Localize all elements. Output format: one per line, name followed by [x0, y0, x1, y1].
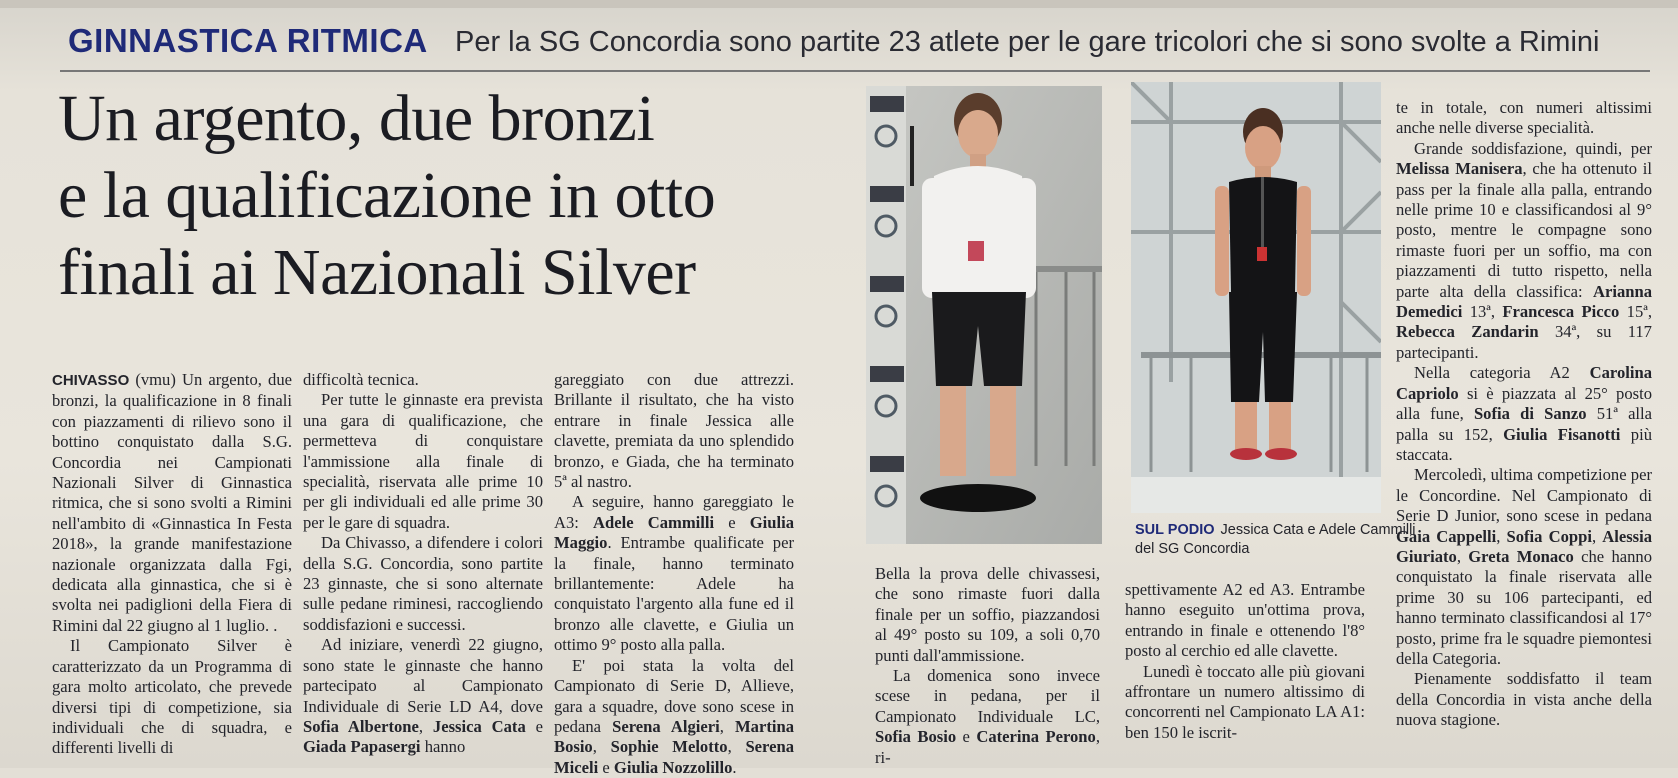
paragraph: [52, 370, 292, 636]
athlete-name: Giulia Maggio: [554, 512, 795, 553]
paragraph: Ad iniziare, venerdì 22 giugno, sono state le ginnaste che hanno partecipato al Campionato Individuale di Serie LD A4, dove Sofia Albertone, Jessica Cata e Giada Papasergi hanno: [303, 635, 543, 757]
paragraph: [1396, 139, 1652, 363]
body-text: Grande soddisfazione, quindi, per: [1414, 138, 1652, 158]
divider: [60, 70, 1650, 72]
section-kicker: GINNASTICA RITMICA: [68, 22, 428, 59]
body-text: più staccata.: [1396, 424, 1652, 464]
paragraph: Il Campionato Silver è caratterizzato da un Programma di gara molto articolato, che prevede diversi tipi di competizione, sia individuali che di squadra, e differenti livelli di: [52, 636, 292, 758]
photo-athlete-1: [866, 86, 1102, 544]
athlete-name: Rebecca Zandarin: [1396, 322, 1539, 342]
dateline: CHIVASSO: [52, 372, 130, 389]
article-column-6: [1396, 98, 1652, 731]
athlete-name: Giulia Fisanotti: [1503, 424, 1621, 444]
body-text: e: [962, 727, 970, 747]
body-text: Un argento, due bronzi, la qualificazione in 8 finali con piazzamenti di rilievo sono il bottino conquistato dalla S.G. Concordia nei Campionati Nazionali Silver di Ginnastica ritmica, che si sono svolti a Rimini nell'ambito di «Ginnastica In Festa 2018», la grande manifestazione nazionale organizzata dalla Fgi, dedicata alla ginnastica, che si è svolta nei padiglioni della Fiera di Rimini dal 22 giugno al 1 luglio. .: [52, 370, 292, 635]
athlete-name: Adele Cammilli: [593, 512, 715, 532]
ranking: 13ª,: [1469, 302, 1496, 322]
headline: [58, 80, 858, 311]
athlete-name: Francesca Picco: [1502, 302, 1620, 322]
top-strip: [0, 0, 1678, 8]
athlete-name: Serena Miceli: [554, 737, 795, 777]
paragraph: Bella la prova delle chivassesi, che sono rimaste fuori dalla finale per un soffio, piazzandosi al 49° posto su 109, a soli 0,70 punti dall'ammissione.: [875, 564, 1100, 665]
body-text: A seguire, hanno gareggiato le A3:: [554, 492, 794, 532]
athlete-name: Caterina Perono: [976, 727, 1096, 747]
athlete-name: Sofia Bosio: [875, 727, 957, 747]
caption-tag: SUL PODIO: [1135, 522, 1215, 538]
body-text: La domenica sono invece scese in pedana, per il Campionato Individuale LC,: [875, 666, 1100, 726]
athlete-name: Greta Monaco: [1468, 546, 1574, 566]
photo-caption: [1135, 521, 1435, 559]
headline-line-3: finali ai Nazionali Silver: [58, 236, 696, 309]
athlete-name: Carolina Capriolo: [1396, 363, 1652, 403]
body-text: , che ha ottenuto il pass per la finale alla palla, entrando nelle prime 10 e classificandosi al 9° posto, mentre le compagne sono rimaste fuori per un soffio, ma con piazzamenti di tutto rispetto, nella parte alta della classifica:: [1396, 159, 1652, 301]
paragraph: gareggiato con due attrezzi. Brillante il risultato, che ha visto entrare in finale Jessica alle clavette, premiata da uno splendido bronzo, e Giada, che ha terminato 5ª al nastro.: [554, 370, 794, 492]
article-column-5: [1125, 580, 1365, 743]
headline-line-2: e la qualificazione in otto: [58, 159, 716, 232]
body-text: Nella categoria A2: [1414, 363, 1570, 383]
athlete-name: Gaia Cappelli: [1396, 526, 1497, 546]
subheadline: Per la SG Concordia sono partite 23 atlete per le gare tricolori che si sono svolte a Rimini: [455, 26, 1600, 58]
paragraph: Per tutte le ginnaste era prevista una gara di qualificazione, che permetteva di conquistare l'ammissione alla finale di specialità, riservata alle prime 10 per gli individuali ed alle prime 30 per le gare di squadra.: [303, 390, 543, 532]
paragraph: [554, 492, 794, 655]
athlete-name: Sofia Albertone: [303, 716, 419, 736]
athlete-name: Melissa Manisera: [1396, 159, 1523, 179]
body-text: che hanno conquistato la finale riservata alle prime 30 su 106 partecipanti, ed hanno terminato classificandosi al 17° posto, prime fra le squadre piemontesi della Categoria.: [1396, 546, 1652, 668]
athlete-name: Giada Papasergi: [303, 737, 421, 757]
photo-athlete-2-image: [1131, 82, 1381, 513]
athlete-name: Alessia Giuriato: [1396, 526, 1653, 566]
athlete-name: Arianna Demedici: [1396, 281, 1652, 322]
athlete-name: Sophie Melotto: [610, 737, 728, 757]
ranking: 34ª, su 117 partecipanti.: [1396, 322, 1652, 362]
athlete-name: Martina Bosio: [554, 716, 795, 757]
caption-text: Jessica Cata e Adele Cammilli del SG Concordia: [1135, 522, 1416, 557]
paragraph: te in totale, con numeri altissimi anche nelle diverse specialità.: [1396, 98, 1652, 138]
paragraph: spettivamente A2 ed A3. Entrambe hanno eseguito un'ottima prova, entrando in finale e ottenendo l'8° posto al cerchio ed alle clavette.: [1125, 580, 1365, 661]
byline: (vmu): [135, 370, 176, 389]
paragraph: E' poi stata la volta del Campionato di Serie D, Allieve, gara a squadre, dove sono scese in pedana Serena Algieri, Martina Bosio, Sophie Melotto, Serena Miceli e Giulia Nozzolillo.: [554, 655, 795, 777]
article-column-1: [52, 370, 292, 759]
body-text: e: [602, 757, 610, 777]
athlete-name: Giulia Nozzolillo: [613, 757, 733, 777]
photo-athlete-1-image: [866, 86, 1102, 544]
paragraph: difficoltà tecnica.: [303, 370, 419, 389]
paragraph: Pienamente soddisfatto il team della Concordia in vista anche della nuova stagione.: [1396, 669, 1652, 730]
paragraph: Da Chivasso, a difendere i colori della S.G. Concordia, sono partite 23 ginnaste, che si sono alternate sulle pedane riminesi, raccogliendo soddisfazioni e successi.: [303, 533, 543, 634]
body-text: .: [732, 757, 737, 777]
paragraph: [1396, 363, 1652, 465]
ranking: 15ª,: [1626, 302, 1652, 322]
body-text: , ri-: [875, 727, 1100, 767]
headline-line-1: Un argento, due bronzi: [58, 82, 655, 155]
body-text: 51ª alla palla su 152,: [1396, 404, 1653, 444]
body-text: e: [728, 512, 736, 532]
body-text: Mercoledì, ultima competizione per le Concordine. Nel Campionato di Serie D Junior, sono scese in pedana: [1396, 465, 1652, 526]
athlete-name: Sofia di Sanzo: [1473, 404, 1587, 424]
athlete-name: Sofia Coppi: [1506, 526, 1592, 546]
body-text: . Entrambe qualificate per la finale, hanno terminato brillantemente: Adele ha conquistato l'argento alla fune ed il bronzo alle clavette, e Giulia un ottimo 9° posto alla palla.: [554, 533, 794, 655]
body-text: Ad iniziare, venerdì 22 giugno, sono state le ginnaste che hanno partecipato al Campionato Individuale di Serie LD A4, dove: [303, 635, 543, 716]
article-column-2: [303, 370, 543, 758]
photo-athlete-2: [1131, 82, 1381, 513]
article-column-3: [554, 370, 794, 778]
body-text: si è piazzata al 25° posto alla fune,: [1396, 383, 1652, 424]
body-text: hanno: [424, 737, 466, 757]
athlete-name: Serena Algieri: [612, 716, 720, 736]
article-column-4: [875, 564, 1100, 768]
paragraph: Mercoledì, ultima competizione per le Concordine. Nel Campionato di Serie D Junior, sono scese in pedana Gaia Cappelli, Sofia Coppi, Alessia Giuriato, Greta Monaco che hanno conquistato la finale riservata alle prime 30 su 106 partecipanti, ed hanno terminato classificandosi al 17° posto, prime fra le squadre piemontesi della Categoria.: [1396, 465, 1653, 668]
athlete-name: Jessica Cata: [432, 716, 526, 736]
paragraph: Lunedì è toccato alle più giovani affrontare un numero altissimo di concorrenti nel Campionato LA A1: ben 150 le iscrit-: [1125, 661, 1365, 742]
body-text: e: [535, 716, 543, 736]
paragraph: [875, 666, 1100, 768]
body-text: E' poi stata la volta del Campionato di Serie D, Allieve, gara a squadre, dove sono scese in pedana: [554, 655, 794, 736]
